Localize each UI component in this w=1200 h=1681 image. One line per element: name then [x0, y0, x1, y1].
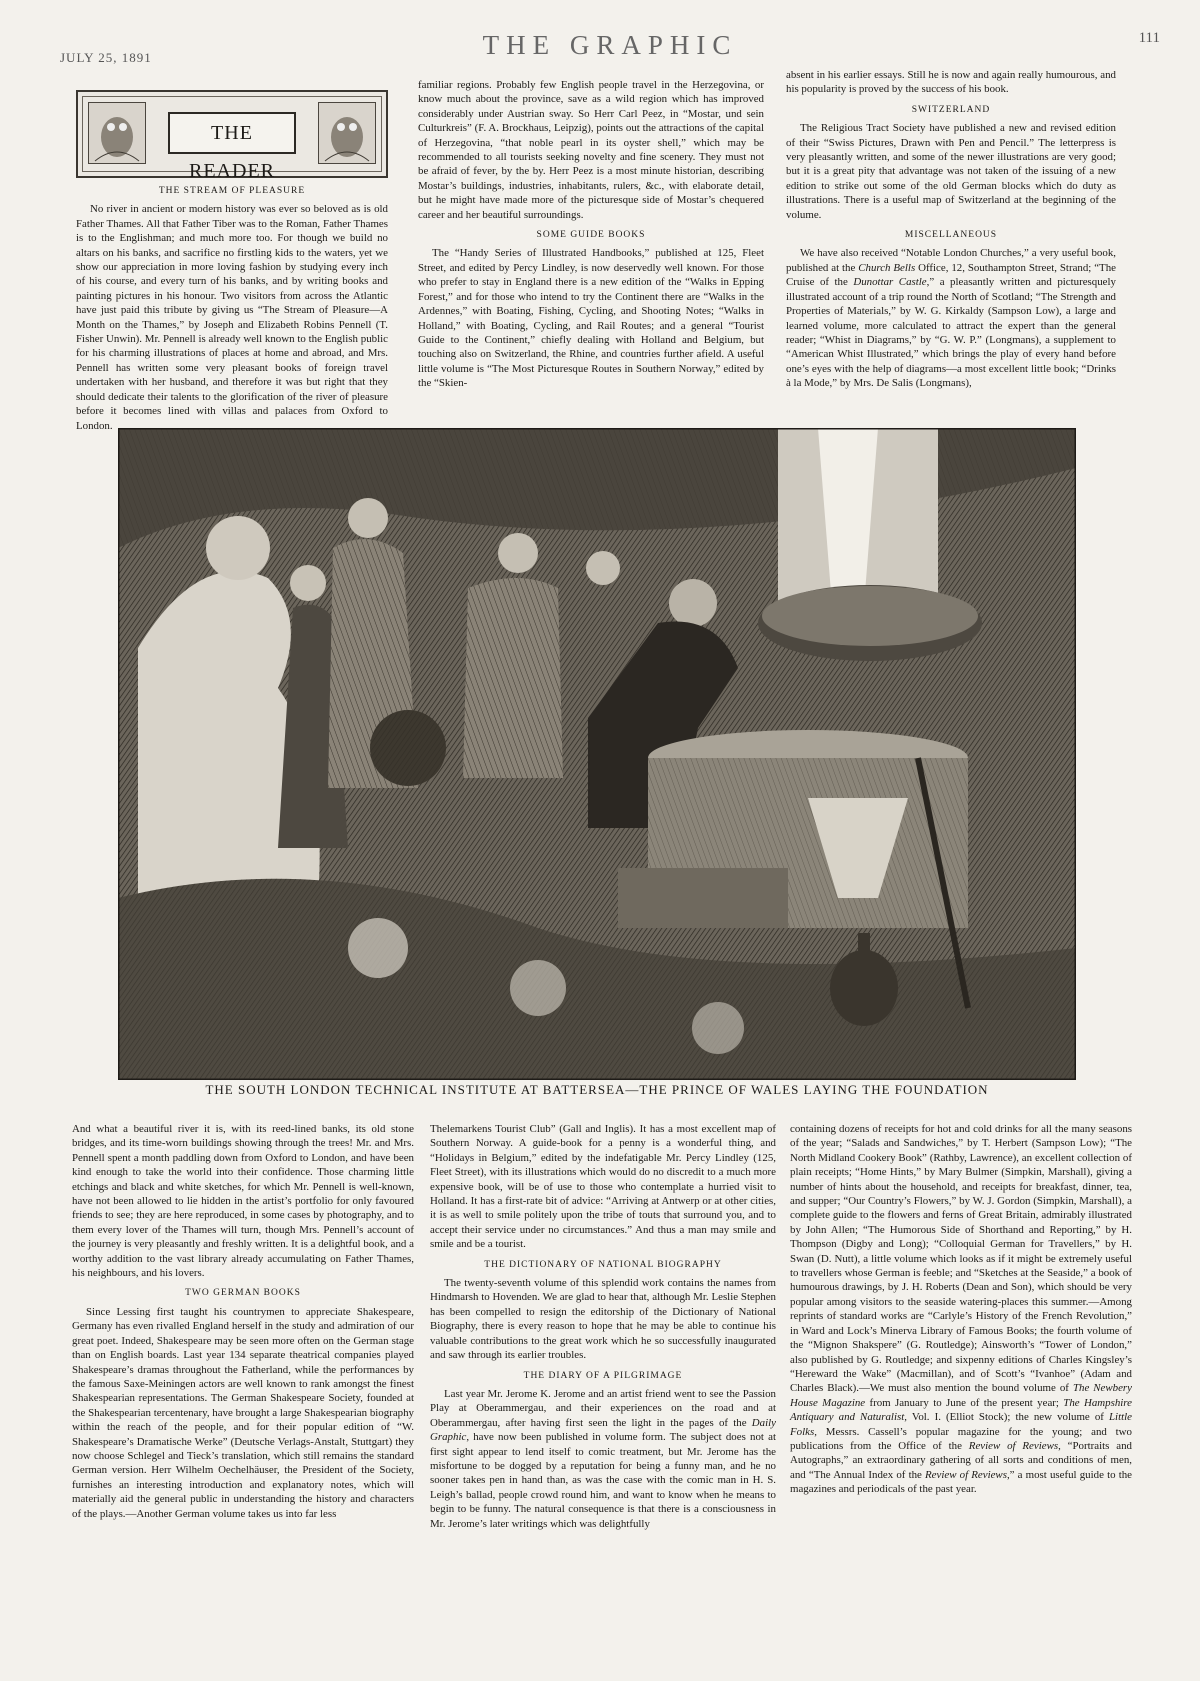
owl-ornament-icon — [88, 102, 146, 164]
foundation-stone-engraving — [118, 428, 1076, 1080]
article-paragraph: The “Handy Series of Illustrated Handbooks,” published at 125, Fleet Street, and edited by Percy Lindley, is now deservedly well known. For those who prefer to stay in England there is a new edition of the “Walks in Epping Forest,” and for those who intend to try the Continent there are “Walks in the Ardennes,” with Boating, Fishing, Cycling, and Shooting Notes; “Walks in Holland,” with Boating, Cycling, and Rail Routes; and a general “Tourist Guide to the Continent,” chiefly dealing with Holland and Belgium, but touching also on Switzerland, the Rhine, and countries further afield. A useful little volume is “The Most Picturesque Routes in Southern Norway,” edited by the “Skien- — [418, 247, 764, 390]
issue-date: JULY 25, 1891 — [60, 50, 152, 65]
bottom-column-1 — [72, 1122, 414, 1523]
article-paragraph: And what a beautiful river it is, with its reed-lined banks, its old stone bridges, and its time-worn buildings showing through the trees! Mr. and Mrs. Pennell spent a month paddling down from Oxford to London, and have been kind enough to take the world into their confidence. Those charming little etchings and black and white sketches, for which Mr. Pennell is well-known, have not been allowed to lie hidden in the artist’s portfolio for only favoured friends to see; they are here reproduced, in some cases by photography, and to them every lover of the Thames will turn, though Mrs. Pennell’s account of the journey is very pleasantly and freshly written. It is a delightful book, and a worthy addition to the vast library already accumulating on Father Thames, his neighbours, and his lovers. — [72, 1123, 414, 1280]
illustration-caption: THE SOUTH LONDON TECHNICAL INSTITUTE AT BATTERSEA—THE PRINCE OF WALES LAYING THE FOUNDATION — [205, 1082, 989, 1097]
section-heading: SOME GUIDE BOOKS — [536, 230, 646, 241]
section-heading: TWO GERMAN BOOKS — [185, 1288, 301, 1299]
section-heading: THE DIARY OF A PILGRIMAGE — [523, 1370, 683, 1381]
publication-title: THE GRAPHIC — [482, 30, 738, 60]
article-paragraph: Since Lessing first taught his countrymen to appreciate Shakespeare, Germany has even rivalled England herself in the study and admiration of our great poet. Indeed, Shakespeare may be seen more often on the German stage than on English boards. Last year 134 separate theatrical companies played Shakespeare’s dramas throughout the Fatherland, while the performances by the famous Saxe-Meiningen actors are well known to rank amongst the finest Shakespearian representations. The German Shakespeare Society, founded at the Shakespearian tercentenary, have brought a large Shakespearian biography within the reach of the people, and for their popular edition of “W. Shakespeare’s Dramatische Werke” (Deutsche Verlags-Anstalt, Stuttgart) they now choose Schlegel and Tieck’s translation, which still remains the standard German version. Herr Wilhelm Oechelhäuser, the President of the Society, furnishes an interesting introduction and explanatory notes, which will materially aid the general public in understanding the history and characters of the plays.—Another German volume takes us into far less — [72, 1305, 414, 1520]
engraving-image — [118, 428, 1076, 1080]
article-paragraph: The Religious Tract Society have published a new and revised edition of their “Swiss Pictures, Drawn with Pen and Pencil.” The letterpress is very pleasantly written, and some of the newer illustrations are very good; but it is a great pity that advantage was not taken of the issuing of a new edition to strike out some of the old German blocks which do duty as illustrations. There is a useful map of Switzerland at the beginning of the volume. — [786, 122, 1116, 221]
section-heading: THE STREAM OF PLEASURE — [158, 186, 306, 196]
article-paragraph: containing dozens of receipts for hot and cold drinks for all the many seasons of the year; “Salads and Sandwiches,” by T. Herbert (Sampson Low); “The North Midland Cookery Book” (Rathby, Lawrence), an excellent collection of plain receipts; “Home Hints,” by Mary Bulmer (Simpkin, Marshall), giving a number of hints about the household, and receipts for breakfast, dinner, tea, and supper; “Our Country’s Flowers,” by W. J. Gordon (Simpkin, Marshall), a complete guide to the flowers and ferns of Great Britain, admirably illustrated by John Allen; “The Humorous Side of Shorthand and Reporting,” by H. Thompson (Digby and Long); “Colloquial German for Travellers,” by H. Swan (D. Nutt), a little volume which looks as if it might be extremely useful to travellers whose German is feeble; and “Sketches at the Seaside,” a book of humourous drawings, by J. H. Roberts (Dean and Son), which should be very popular among visitors to the seaside watering-places this summer.—Among reprints of standard works are “Carlyle’s History of the French Revolution,” in Ward and Lock’s Minerva Library of Famous Books; the fourth volume of the “Mignon Shakspere” (G. Routledge); Ainsworth’s “Tower of London,” also published by G. Routledge; and sixpenny editions of Charles Kingsley’s “Hereward the Wake” (Macmillan), and of Scott’s “Ivanhoe” (Adam and Charles Black).—We must also mention the bound volume of The Newbery House Magazine from January to June of the present year; The Hampshire Antiquary and Naturalist, Vol. I. (Elliot Stock); the new volume of Little Folks, Messrs. Cassell’s popular magazine for the young; and two publications from the Office of the Review of Reviews, “Portraits and Autographs,” an extraordinary gathering of all sorts and conditions of men, and “The Annual Index of the Review of Reviews,” a most useful guide to the magazines and periodicals of the past year. — [790, 1123, 1132, 1496]
article-paragraph: The twenty-seventh volume of this splendid work contains the names from Hindmarsh to Hovenden. We are glad to hear that, although Mr. Leslie Stephen has been compelled to resign the editorship of the Dictionary of National Biography, there is every reason to hope that he may be able to continue his valuable contributions to the great work which he so successfully inaugurated and saw through its earlier troubles. — [430, 1277, 776, 1362]
article-paragraph: No river in ancient or modern history was ever so beloved as is old Father Thames. All that Father Tiber was to the Roman, Father Thames is to the Englishman; and much more too. For though we build no altars on his banks, and sacrifice no firstling kids to the waters, yet we show our appreciation in more loving fashion by studying every inch of his course, and every turn of his banks, and by writing books and painting pictures in his honour. Two visitors from across the Atlantic have just paid this tribute by giving us “The Stream of Pleasure—A Month on the Thames,” by Joseph and Elizabeth Robins Pennell (T. Fisher Unwin). Mr. Pennell is already well known to the English public for his charming illustrations of places at home and abroad, and Mrs. Pennell has written some very pleasant books of foreign travel undertaken with her husband, and therefore it was but right that they should dedicate their talents to the glorification of the river of pleasure before it becomes lined with villas and palaces from Oxford to London. — [76, 203, 388, 432]
owl-ornament-icon — [318, 102, 376, 164]
article-paragraph: familiar regions. Probably few English people travel in the Herzegovina, or know much about the province, save as a wild region which has improved considerably under Austrian sway. So Herr Carl Peez, in “Mostar, und sein Culturkreis” (F. A. Brockhaus, Leipzig), points out the attractions of the capital of Herzegovina, “that noble pearl in its oyster shell,” which may be recommended to all tourists seeking novelty and fine scenery. They must not be afraid of fever, by the by. Herr Peez is a most minute historian, describing Mostar’s buildings, industries, inhabitants, rulers, &c., with elaborate detail, but he might have made more of the picturesque side of Mostar’s chequered career and her beautiful surroundings. — [418, 79, 764, 221]
bottom-column-3 — [790, 1122, 1132, 1499]
article-paragraph: Last year Mr. Jerome K. Jerome and an artist friend went to see the Passion Play at Oberammergau, and their experiences on the road and at Oberammergau, after having first seen the light in the pages of the Daily Graphic, have now been published in volume form. The subject does not at first sight appear to lend itself to comic treatment, but Mr. Jerome has the misfortune to be dogged by a reputation for being a funny man, and he no sooner takes pen in hand than, as was the case with the comic man in H. S. Leigh’s ballad, people crowd round him, and want to know when he means to begin to be funny. The natural consequence is that there is a consciousness in Mr. Jerome’s later writings which was delightfully — [430, 1387, 776, 1530]
masthead — [60, 30, 1160, 70]
bottom-column-2 — [430, 1122, 776, 1533]
page-number: 111 — [1138, 30, 1160, 46]
top-column-2 — [418, 78, 764, 393]
section-heading: SWITZERLAND — [911, 104, 991, 115]
top-column-3 — [786, 68, 1116, 393]
the-reader-header-box — [76, 90, 388, 182]
section-heading: THE DICTIONARY OF NATIONAL BIOGRAPHY — [484, 1259, 722, 1270]
article-paragraph: Thelemarkens Tourist Club” (Gall and Inglis). It has a most excellent map of Southern Norway. A guide-book for a penny is a wonderful thing, and “Holidays in Belgium,” edited by the indefatigable Mr. Percy Lindley (125, Fleet Street), with its illustrations which would do no discredit to a much more expensive book, will be of use to those who contemplate a hurried visit to Holland. It has a first-rate bit of advice: “Arriving at Antwerp or at other cities, it is as well to smile politely upon the tribe of touts that surround you, and to accept their service under no circumstances.” And thus a man may smile and smile and be a tourist. — [430, 1123, 776, 1251]
section-heading: MISCELLANEOUS — [904, 230, 998, 241]
the-reader-label: THE READER — [168, 112, 296, 154]
article-paragraph: absent in his earlier essays. Still he is now and again really humourous, and his popularity is proved by the success of his book. — [786, 69, 1116, 96]
top-column-1 — [76, 90, 388, 435]
article-paragraph: We have also received “Notable London Churches,” a very useful book, published at the Church Bells Office, 12, Southampton Street, Strand; “The Cruise of the Dunottar Castle,” a pleasantly written and picturesquely illustrated account of a trip round the North of Scotland; “The Strength and Properties of Materials,” by W. G. Kirkaldy (Sampson Low), a large and learned volume, more calculated to attract the expert than the general reader; “Whist in Diagrams,” by “G. W. P.” (Longmans), a supplement to “American Whist Illustrated,” which brings the play of every hand before one’s eyes with the help of diagrams—a most excellent little book; “Drinks à la Mode,” by Mrs. De Salis (Longmans), — [786, 247, 1116, 390]
